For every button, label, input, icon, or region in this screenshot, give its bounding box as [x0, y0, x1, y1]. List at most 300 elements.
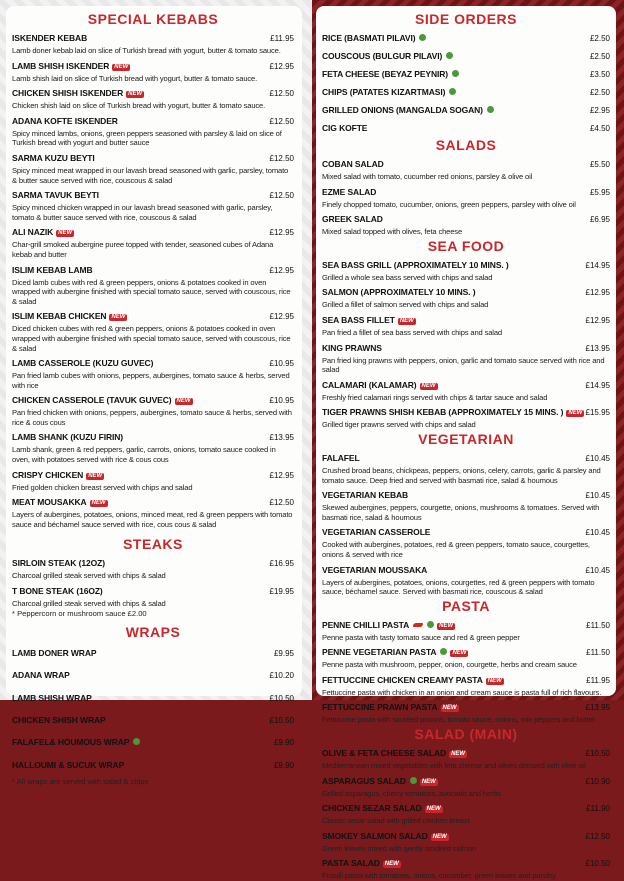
menu-item-name: HALLOUMI & SUCUK WRAP [12, 759, 125, 770]
menu-item-description: Skewed aubergines, peppers, courgette, onions, mushrooms & tomatoes. Served with basmati rice, salad & houmous [322, 503, 600, 522]
menu-item-heading [322, 82, 456, 100]
menu-item-description: Chicken shish laid on slice of Turkish bread with yogurt, butter & tomato sauce. [12, 101, 266, 111]
menu-item-row [322, 402, 610, 420]
new-badge: NEW [426, 806, 441, 813]
new-badge: NEW [91, 500, 106, 507]
menu-item-price: £6.95 [589, 215, 610, 225]
menu-item-price: £11.95 [270, 34, 294, 43]
menu-item-name: SMOKEY SALMON SALAD [322, 830, 428, 841]
menu-item-heading [12, 56, 130, 74]
menu-item-row [12, 755, 294, 773]
new-badge: NEW [451, 751, 466, 758]
menu-item-heading [322, 310, 416, 328]
menu-item-heading [322, 670, 504, 688]
menu-item-name: CHICKEN SEZAR SALAD [322, 803, 422, 814]
menu-item-name: SEA BASS FILLET [322, 314, 395, 325]
menu-item-name: ISKENDER KEBAB [12, 33, 88, 43]
menu-item-row [12, 643, 294, 661]
menu-item-description: Char-grill smoked aubergine puree topped with tender, seasoned cubes of Adana kebab and butter [12, 240, 274, 259]
menu-item-description: Lamb shank, green & red peppers, garlic, carrots, onions, tomato sauce cooked in oven, with potatoes served with rice & cous cous [12, 445, 276, 465]
menu-item-description: Layers of aubergines, potatoes, onions, minced meat, red & green peppers with tomato sauce and béchamel sauce served with rice, cous cous & salad [12, 510, 293, 529]
menu-item-heading [322, 485, 408, 503]
menu-item-price: £3.50 [589, 70, 610, 79]
menu-item-name: T BONE STEAK (16OZ) [12, 586, 103, 597]
menu-item-price: £12.95 [269, 61, 294, 71]
menu-item-name: KING PRAWNS [322, 342, 382, 353]
menu-item-row [322, 560, 610, 578]
menu-item-description: Pan fried a fillet of sea bass served with chips and salad [322, 327, 502, 337]
menu-item-heading [12, 427, 123, 445]
menu-item-heading [322, 255, 509, 273]
menu-item-name: FETTUCCINE CHICKEN CREAMY PASTA [322, 674, 483, 685]
menu-item-heading [322, 154, 384, 172]
special-kebabs-title: SPECIAL KEBABS [87, 11, 219, 27]
menu-item-name: CHICKEN CASSEROLE (TAVUK GUVEC) [12, 395, 172, 406]
menu-item-description: Diced chicken cubes with red & green peppers, onions & potatoes cooked in oven wrapped with aubergine finished with special tomato sauce, served with couscous, rice & salad [12, 324, 291, 353]
menu-item-description: Grilled a fillet of salmon served with chips and salad [322, 300, 489, 310]
menu-item [322, 743, 610, 771]
menu-item-row [322, 642, 610, 660]
menu-item-price: £12.95 [269, 265, 294, 275]
menu-item-name: GRILLED ONIONS (MANGALDA SOGAN) [322, 105, 483, 115]
menu-item-price: £12.95 [269, 470, 294, 480]
menu-item-price: £11.50 [586, 620, 610, 630]
menu-item-name: EZME SALAD [322, 186, 377, 197]
pasta-list [322, 615, 610, 725]
menu-item-name: SEA BASS GRILL (APPROXIMATELY 10 MINS. ) [322, 259, 509, 270]
menu-item-name: CHICKEN SHISH ISKENDER [12, 88, 124, 99]
menu-item-heading [322, 100, 494, 118]
menu-item-row [12, 581, 294, 599]
menu-item [12, 465, 294, 493]
menu-item [322, 82, 610, 100]
menu-item-row [322, 82, 610, 100]
menu-item-name: ISLIM KEBAB LAMB [12, 264, 93, 275]
menu-item-row [12, 83, 294, 101]
menu-item-name: FETTUCCINE PRAWN PASTA [322, 702, 438, 713]
menu-item-heading [12, 643, 96, 661]
menu-item-description: Pan fried king prawns with peppers, onion, garlic and tomato sauce served with rice and salad [322, 355, 605, 375]
seafood-title: SEA FOOD [427, 237, 505, 254]
menu-item-row [322, 182, 610, 200]
menu-item-row [322, 282, 610, 300]
menu-item-heading [12, 390, 193, 408]
menu-item-row [12, 148, 294, 166]
menu-item [12, 353, 294, 390]
menu-item-name: LAMB DONER WRAP [12, 647, 97, 658]
menu-item-heading [12, 306, 127, 324]
menu-item-description: Fried golden chicken breast served with chips and salad [12, 482, 193, 492]
menu-item-heading [322, 46, 453, 64]
menu-item-heading [322, 375, 438, 393]
menu-item-description: Spicy minced chicken wrapped in our lavash bread seasoned with garlic, parsley, tomato & butter sauce served with rice, couscous & salad [12, 203, 273, 222]
menu-item-name: LAMB SHISH ISKENDER [12, 60, 110, 71]
menu-item-description: Lamb shish laid on slice of Turkish bread with yogurt, butter & tomato sauce. [12, 73, 258, 83]
menu-item-row [12, 665, 294, 683]
menu-item-price: £10.95 [269, 396, 294, 406]
vegetarian-icon [440, 648, 447, 655]
menu-item-row [12, 222, 294, 240]
menu-item-row [12, 353, 294, 371]
menu-item-row [12, 390, 294, 408]
menu-item [322, 670, 610, 698]
menu-item-description: Charcoal grilled steak served with chips & salad [12, 571, 166, 581]
menu-item-description: Spicy minced meat wrapped in our lavash bread seasoned with garlic, parsley, tomato & butter sauce served with rice, couscous & salad [12, 165, 289, 185]
steaks-list [12, 553, 294, 608]
menu-item-name: VEGETARIAN CASSEROLE [322, 527, 431, 538]
menu-item-heading [12, 492, 108, 510]
menu-item-heading [322, 697, 459, 715]
menu-item-description: Mixed salad with tomato, cucumber red onions, parsley & olive oil [322, 172, 533, 181]
menu-item-price: £13.95 [269, 433, 294, 443]
menu-item [12, 260, 294, 307]
menu-item-row [322, 615, 610, 633]
menu-item-name: SIRLOIN STEAK (12OZ) [12, 558, 105, 569]
menu-item-heading [322, 28, 426, 46]
menu-item-price: £13.95 [585, 703, 610, 713]
vegetarian-icon [133, 738, 140, 745]
menu-item-row [322, 28, 610, 46]
menu-item-description: Lamb doner kebab laid on slice of Turkish bread with yogurt, butter & tomato sauce. [12, 46, 281, 55]
menu-item [12, 222, 294, 259]
menu-item-name: CRISPY CHICKEN [12, 469, 84, 480]
new-badge: NEW [176, 398, 191, 405]
menu-item-price: £10.50 [269, 693, 294, 703]
menu-item-price: £11.50 [586, 648, 610, 658]
menu-item-name: CIG KOFTE [322, 123, 368, 133]
menu-item-row [12, 732, 294, 750]
menu-item-row [12, 492, 294, 510]
new-badge: NEW [88, 472, 103, 479]
menu-item-name: VEGETARIAN KEBAB [322, 490, 409, 501]
menu-item-price: £10.45 [585, 528, 610, 538]
menu-item-heading [12, 688, 92, 706]
menu-item [322, 853, 610, 881]
menu-item-name: LAMB SHISH WRAP [12, 692, 92, 703]
menu-item [322, 375, 610, 403]
menu-item [12, 28, 294, 56]
menu-item-price: £9.90 [273, 738, 294, 748]
menu-item-name: PENNE VEGETARIAN PASTA [322, 647, 437, 658]
menu-item-row [322, 64, 610, 82]
menu-item [12, 111, 294, 148]
menu-item-name: SALMON (APPROXIMATELY 10 MINS. ) [322, 287, 476, 298]
menu-item-row [12, 111, 294, 129]
menu-item [12, 685, 294, 707]
menu-item-price: £10.95 [269, 359, 294, 369]
menu-item-name: PENNE CHILLI PASTA [322, 619, 410, 630]
menu-item-row [322, 771, 610, 789]
menu-item [12, 83, 294, 111]
wraps-title: WRAPS [125, 623, 181, 640]
menu-item-row [322, 310, 610, 328]
menu-item-name: ADANA WRAP [12, 670, 70, 681]
menu-item-description: Charcoal grilled steak served with chips & salad [12, 599, 166, 609]
menu-item-price: £10.50 [269, 715, 294, 725]
menu-item-price: £12.50 [269, 191, 294, 201]
menu-item-description: Pan fried chicken with onions, peppers, aubergines, tomato sauce & herbs, served with rice & cous cous [12, 408, 292, 427]
menu-item-name: CHICKEN SHISH WRAP [12, 714, 106, 725]
vegetarian-icon [446, 52, 453, 59]
menu-item-description: Mediterranean mixed vegetables with feta cheese and olives dressed with olive oil [322, 761, 586, 771]
menu-item-row [322, 826, 610, 844]
new-badge: NEW [452, 650, 467, 657]
menu-item-price: £2.50 [589, 52, 610, 61]
menu-item-row [12, 688, 294, 706]
menu-item-description: Layers of aubergines, potatoes, onions, courgettes, red & green peppers with tomato sauce, béchamel sauce. Served with basmati rice, couscous & salad [322, 577, 595, 597]
menu-item [12, 56, 294, 84]
menu-item-name: FALAFEL& HOUMOUS WRAP [12, 737, 130, 748]
menu-item [322, 771, 610, 799]
menu-item-heading [322, 743, 467, 761]
menu-item-row [12, 185, 294, 203]
menu-item-heading [12, 83, 144, 101]
wraps-list [12, 641, 294, 775]
menu-item-heading [12, 111, 118, 129]
menu-item-heading [12, 665, 70, 683]
menu-item-price: £14.95 [585, 260, 610, 270]
menu-item-row [12, 553, 294, 571]
menu-item [322, 100, 610, 118]
menu-item-price: £11.95 [586, 675, 610, 685]
menu-item-price: £13.95 [585, 343, 610, 353]
menu-item-heading [322, 402, 584, 420]
menu-item-description: Fettuccine pasta with sautéed prawns, tomato sauce, onions, mix peppers and butter [322, 715, 596, 725]
menu-item [12, 708, 294, 730]
menu-item-price: £9.90 [273, 760, 294, 770]
menu-item-name: VEGETARIAN MOUSSAKA [322, 564, 428, 575]
vegetarian-title: VEGETARIAN [418, 430, 514, 447]
menu-item-row [322, 338, 610, 356]
menu-item [12, 492, 294, 529]
new-badge: NEW [384, 861, 399, 868]
menu-item-row [322, 118, 610, 136]
vegetarian-icon [452, 70, 459, 77]
menu-item-row [322, 798, 610, 816]
menu-item-heading [12, 465, 104, 483]
menu-item-heading [322, 642, 468, 660]
menu-item [12, 185, 294, 222]
menu-item [322, 338, 610, 375]
menu-item-row [322, 670, 610, 688]
menu-item-price: £10.45 [585, 491, 610, 501]
menu-item-price: £14.95 [585, 380, 610, 390]
vegetarian-icon [427, 621, 434, 628]
menu-item-heading [322, 182, 376, 200]
vegetarian-icon [487, 106, 494, 113]
menu-item-price: £5.50 [589, 160, 610, 169]
menu-item-heading [322, 209, 383, 227]
menu-item-price: £10.50 [585, 749, 610, 759]
new-badge: NEW [128, 91, 143, 98]
menu-item-price: £12.95 [269, 312, 294, 322]
menu-item-price: £12.95 [585, 288, 610, 298]
menu-item-row [12, 56, 294, 74]
menu-item-heading [322, 64, 459, 82]
salad-main-list [322, 743, 610, 881]
menu-item-row [322, 485, 610, 503]
menu-item [322, 28, 610, 46]
menu-item-description: Pan fried lamb cubes with onions, peppers, aubergines, tomato sauce & herbs, served with rice [12, 371, 290, 390]
menu-item-name: GREEK SALAD [322, 214, 383, 225]
new-badge: NEW [111, 314, 126, 321]
menu-item-heading [322, 560, 427, 578]
menu-item-price: £12.95 [585, 315, 610, 325]
new-badge: NEW [432, 833, 447, 840]
menu-item-heading [322, 615, 455, 633]
salads-title: SALADS [435, 137, 497, 153]
new-badge: NEW [487, 677, 502, 684]
menu-item-row [322, 375, 610, 393]
menu-item-heading [322, 853, 401, 871]
menu-item-heading [12, 755, 124, 773]
chilli-icon [413, 623, 423, 627]
menu-item [322, 402, 610, 430]
menu-item-price: £11.90 [586, 804, 610, 814]
menu-item [322, 46, 610, 64]
menu-item [322, 522, 610, 559]
pasta-title: PASTA [442, 597, 490, 614]
menu-item-name: FALAFEL [322, 452, 360, 463]
menu-item [12, 641, 294, 663]
menu-item-row [12, 28, 294, 46]
menu-item-row [12, 306, 294, 324]
menu-item-heading [12, 148, 95, 166]
menu-item [322, 615, 610, 643]
menu-item-heading [12, 732, 140, 750]
menu-item-heading [12, 581, 103, 599]
menu-item-heading [322, 448, 360, 466]
menu-item-row [322, 154, 610, 172]
menu-item-row [322, 100, 610, 118]
menu-item-price: £15.95 [585, 408, 610, 418]
menu-item [322, 282, 610, 310]
menu-item-name: MEAT MOUSAKKA [12, 497, 87, 508]
menu-item-price: £2.50 [589, 34, 610, 43]
menu-item [12, 663, 294, 685]
menu-item-row [12, 260, 294, 278]
menu-item-name: RICE (BASMATI PILAVI) [322, 33, 416, 43]
menu-item-price: £12.50 [269, 498, 294, 508]
menu-item-description: Fusulli pasta with tomatoes, onions, cucumber, green leaves and parsley [322, 871, 556, 881]
menu-item-description: Freshly fried calamari rings served with chips & tartar sauce and salad [322, 392, 548, 402]
vegetarian-list [322, 448, 610, 597]
menu-item-description: Spicy minced lambs, onions, green peppers seasoned with parsley & laid on slice of Turkish bread with yogurt and butter sauce [12, 128, 282, 148]
menu-item-description: Penne pasta with mushroom, pepper, onion, courgette, herbs and cream sauce [322, 660, 577, 670]
menu-item-price: £2.50 [589, 88, 610, 97]
menu-item-heading [322, 338, 382, 356]
menu-item-price: £12.95 [269, 228, 294, 238]
menu-item-name: CHIPS (PATATES KIZARTMASI) [322, 87, 446, 97]
menu-item-price: £16.95 [269, 559, 294, 569]
salad-main-title: SALAD (MAIN) [414, 726, 518, 743]
right-menu-panel [316, 6, 616, 881]
side-orders-title: SIDE ORDERS [415, 11, 517, 27]
menu-item-description: Grilled tiger prawns served with chips and salad [322, 420, 476, 430]
menu-item-name: OLIVE & FETA CHEESE SALAD [322, 748, 447, 759]
side-orders-list [322, 28, 610, 136]
menu-item-heading [12, 28, 87, 46]
menu-item [322, 798, 610, 826]
menu-item-description: Classic sezar salad with grilled chicken breast [322, 816, 470, 826]
menu-item-price: £10.90 [585, 776, 610, 786]
menu-item-price: £10.45 [585, 453, 610, 463]
menu-item-price: £12.50 [269, 116, 294, 126]
menu-item-heading [12, 185, 99, 203]
menu-item [322, 560, 610, 597]
menu-item-heading [12, 222, 74, 240]
menu-item [322, 182, 610, 210]
menu-item-price: £2.95 [589, 106, 610, 115]
menu-item [322, 448, 610, 485]
menu-item-price: £19.95 [269, 587, 294, 597]
new-badge: NEW [439, 622, 454, 629]
menu-item [322, 697, 610, 725]
menu-item-name: LAMB CASSEROLE (KUZU GUVEC) [12, 358, 154, 369]
menu-item-name: ISLIM KEBAB CHICKEN [12, 311, 107, 322]
special-kebabs-list [12, 28, 294, 529]
menu-item-row [322, 448, 610, 466]
menu-item-name: TIGER PRAWNS SHISH KEBAB (APPROXIMATELY 15 MINS. ) [322, 407, 564, 418]
menu-item-name: FETA CHEESE (BEYAZ PEYNIR) [322, 69, 449, 79]
menu-item-heading [322, 771, 438, 789]
menu-item-description: Grilled a whole sea bass served with chips and salad [322, 272, 493, 282]
salads-list [322, 154, 610, 237]
menu-item-price: £4.50 [589, 124, 610, 133]
menu-item [12, 306, 294, 353]
vegetarian-icon [410, 777, 417, 784]
menu-item-description: Penne pasta with tasty tomato sauce and red & green pepper [322, 632, 520, 642]
new-badge: NEW [399, 317, 414, 324]
menu-item-description: Grilled asparagus, cherry tomatoes, avocado and herbs [322, 788, 502, 798]
menu-item-heading [322, 522, 430, 540]
menu-item-description: Cooked with aubergines, potatoes, red & green peppers, tomato sauce, courgettes, onions & served with rice [322, 540, 590, 559]
new-badge: NEW [442, 705, 457, 712]
menu-item-row [12, 465, 294, 483]
menu-item-name: CALAMARI (KALAMAR) [322, 379, 417, 390]
menu-item-name: LAMB SHANK (KUZU FIRIN) [12, 432, 124, 443]
menu-item-description: Diced lamb cubes with red & green peppers, onions & potatoes cooked in oven wrapped with aubergine finished with special tomato sauce, served with couscous, rice & salad [12, 277, 291, 306]
menu-item [322, 64, 610, 82]
steaks-title: STEAKS [123, 536, 183, 553]
menu-item-name: COUSCOUS (BULGUR PILAVI) [322, 51, 443, 61]
menu-item-heading [12, 553, 105, 571]
menu-item-row [322, 46, 610, 64]
menu-item [12, 553, 294, 581]
left-menu-panel [6, 6, 302, 786]
menu-item-description: Crushed broad beans, chickpeas, peppers, onions, celery, carrots, garlic & parsley and tomato sauce. Deep fried and served with basmati rice, salad & houmous [322, 465, 601, 485]
menu-item-row [322, 697, 610, 715]
vegetarian-icon [449, 88, 456, 95]
menu-item-description: Fettuccine pasta with chicken in an onion and cream sauce is pasta full of rich flavours. [322, 687, 602, 697]
menu-item [12, 427, 294, 464]
menu-item [12, 753, 294, 775]
menu-item-row [322, 853, 610, 871]
new-badge: NEW [114, 63, 129, 70]
menu-item-name: COBAN SALAD [322, 159, 384, 169]
menu-item-row [322, 255, 610, 273]
menu-item-name: ADANA KOFTE ISKENDER [12, 115, 118, 126]
menu-item [322, 826, 610, 854]
menu-item-price: £12.50 [585, 831, 610, 841]
menu-item-price: £10.50 [585, 859, 610, 869]
menu-item-heading [322, 282, 475, 300]
menu-item [322, 209, 610, 237]
menu-item-row [12, 427, 294, 445]
menu-item-price: £9.95 [273, 648, 294, 658]
menu-item [322, 118, 610, 136]
menu-item-row [322, 743, 610, 761]
